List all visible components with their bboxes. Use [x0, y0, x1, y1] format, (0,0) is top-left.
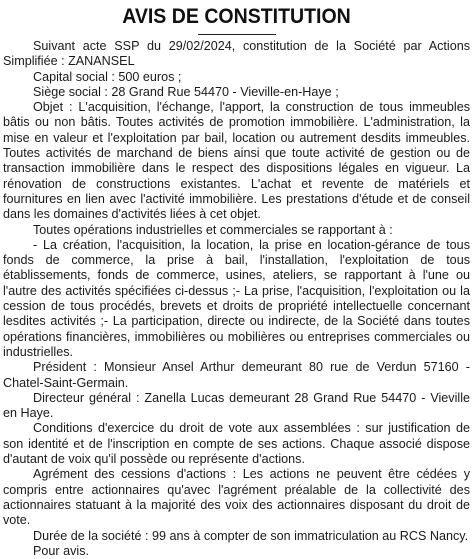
paragraph-closing: Pour avis. [33, 543, 89, 558]
notice-body [0, 39, 473, 559]
paragraph-voting-rights: Conditions d'exercice du droit de vote aux assemblées : sur justification de son identité et de l'inscription en compte de ses actions. Chaque associé dispose d'autant de voix qu'il possède ou représente d'actions. [3, 421, 470, 467]
paragraph-duration: Durée de la société : 99 ans à compter de son immatriculation au RCS Nancy. [33, 528, 469, 543]
paragraph-president: Président : Monsieur Ansel Arthur demeurant 80 rue de Verdun 57160 - Chatel-Saint-Germain. [3, 360, 470, 390]
paragraph-capital: Capital social : 500 euros ; [33, 69, 182, 84]
notice-title: AVIS DE CONSTITUTION [122, 5, 351, 28]
paragraph-deed: Suivant acte SSP du 29/02/2024, constitution de la Société par Actions Simplifiée : ZANANSEL [3, 39, 470, 69]
title-underline [198, 34, 276, 35]
paragraph-share-transfer: Agrément des cessions d'actions : Les actions ne peuvent être cédées y compris entre actionnaires qu'avec l'agrément préalable de la collectivité des actionnaires statuant à la majorité des voix des actionnaires disposant du droit de vote. [3, 467, 470, 528]
paragraph-head-office: Siège social : 28 Grand Rue 54470 - Vieville-en-Haye ; [33, 84, 339, 99]
paragraph-operations-intro: Toutes opérations industrielles et commerciales se rapportant à : [33, 222, 393, 237]
paragraph-purpose: Objet : L'acquisition, l'échange, l'apport, la construction de tous immeubles bâtis ou non bâtis. Toutes activités de promotion immobilière. L'administration, la mise en valeur et l'exploitation par bail, location ou autrement desdits immeubles. Toutes activités de marchand de biens ainsi que toute activité de gestion ou de transaction immobilière dans le respect des dispositions légales en vigueur. La rénovation de constructions existantes. L'achat et revente de matériels et fournitures en lien avec l'activité immobilière. Les prestations d'étude et de conseil dans les domaines d'activités liées à cet objet. [3, 100, 470, 222]
paragraph-operations-list: - La création, l'acquisition, la location, la prise en location-gérance de tous fonds de commerce, la prise à bail, l'installation, l'exploitation de tous établissements, fonds de commerce, usines, ateliers, se rapportant à l'une ou l'autre des activités spécifiées ci-dessus ;- La prise, l'acquisition, l'exploitation ou la cession de tous procédés, brevets et droits de propriété intellectuelle concernant lesdites activités ;- La participation, directe ou indirecte, de la Société dans toutes opérations financières, immobilières ou mobilières ou entreprises commerciales ou industrielles. [3, 237, 470, 359]
paragraph-managing-director: Directeur général : Zanella Lucas demeurant 28 Grand Rue 54470 - Vieville en Haye. [3, 390, 470, 421]
